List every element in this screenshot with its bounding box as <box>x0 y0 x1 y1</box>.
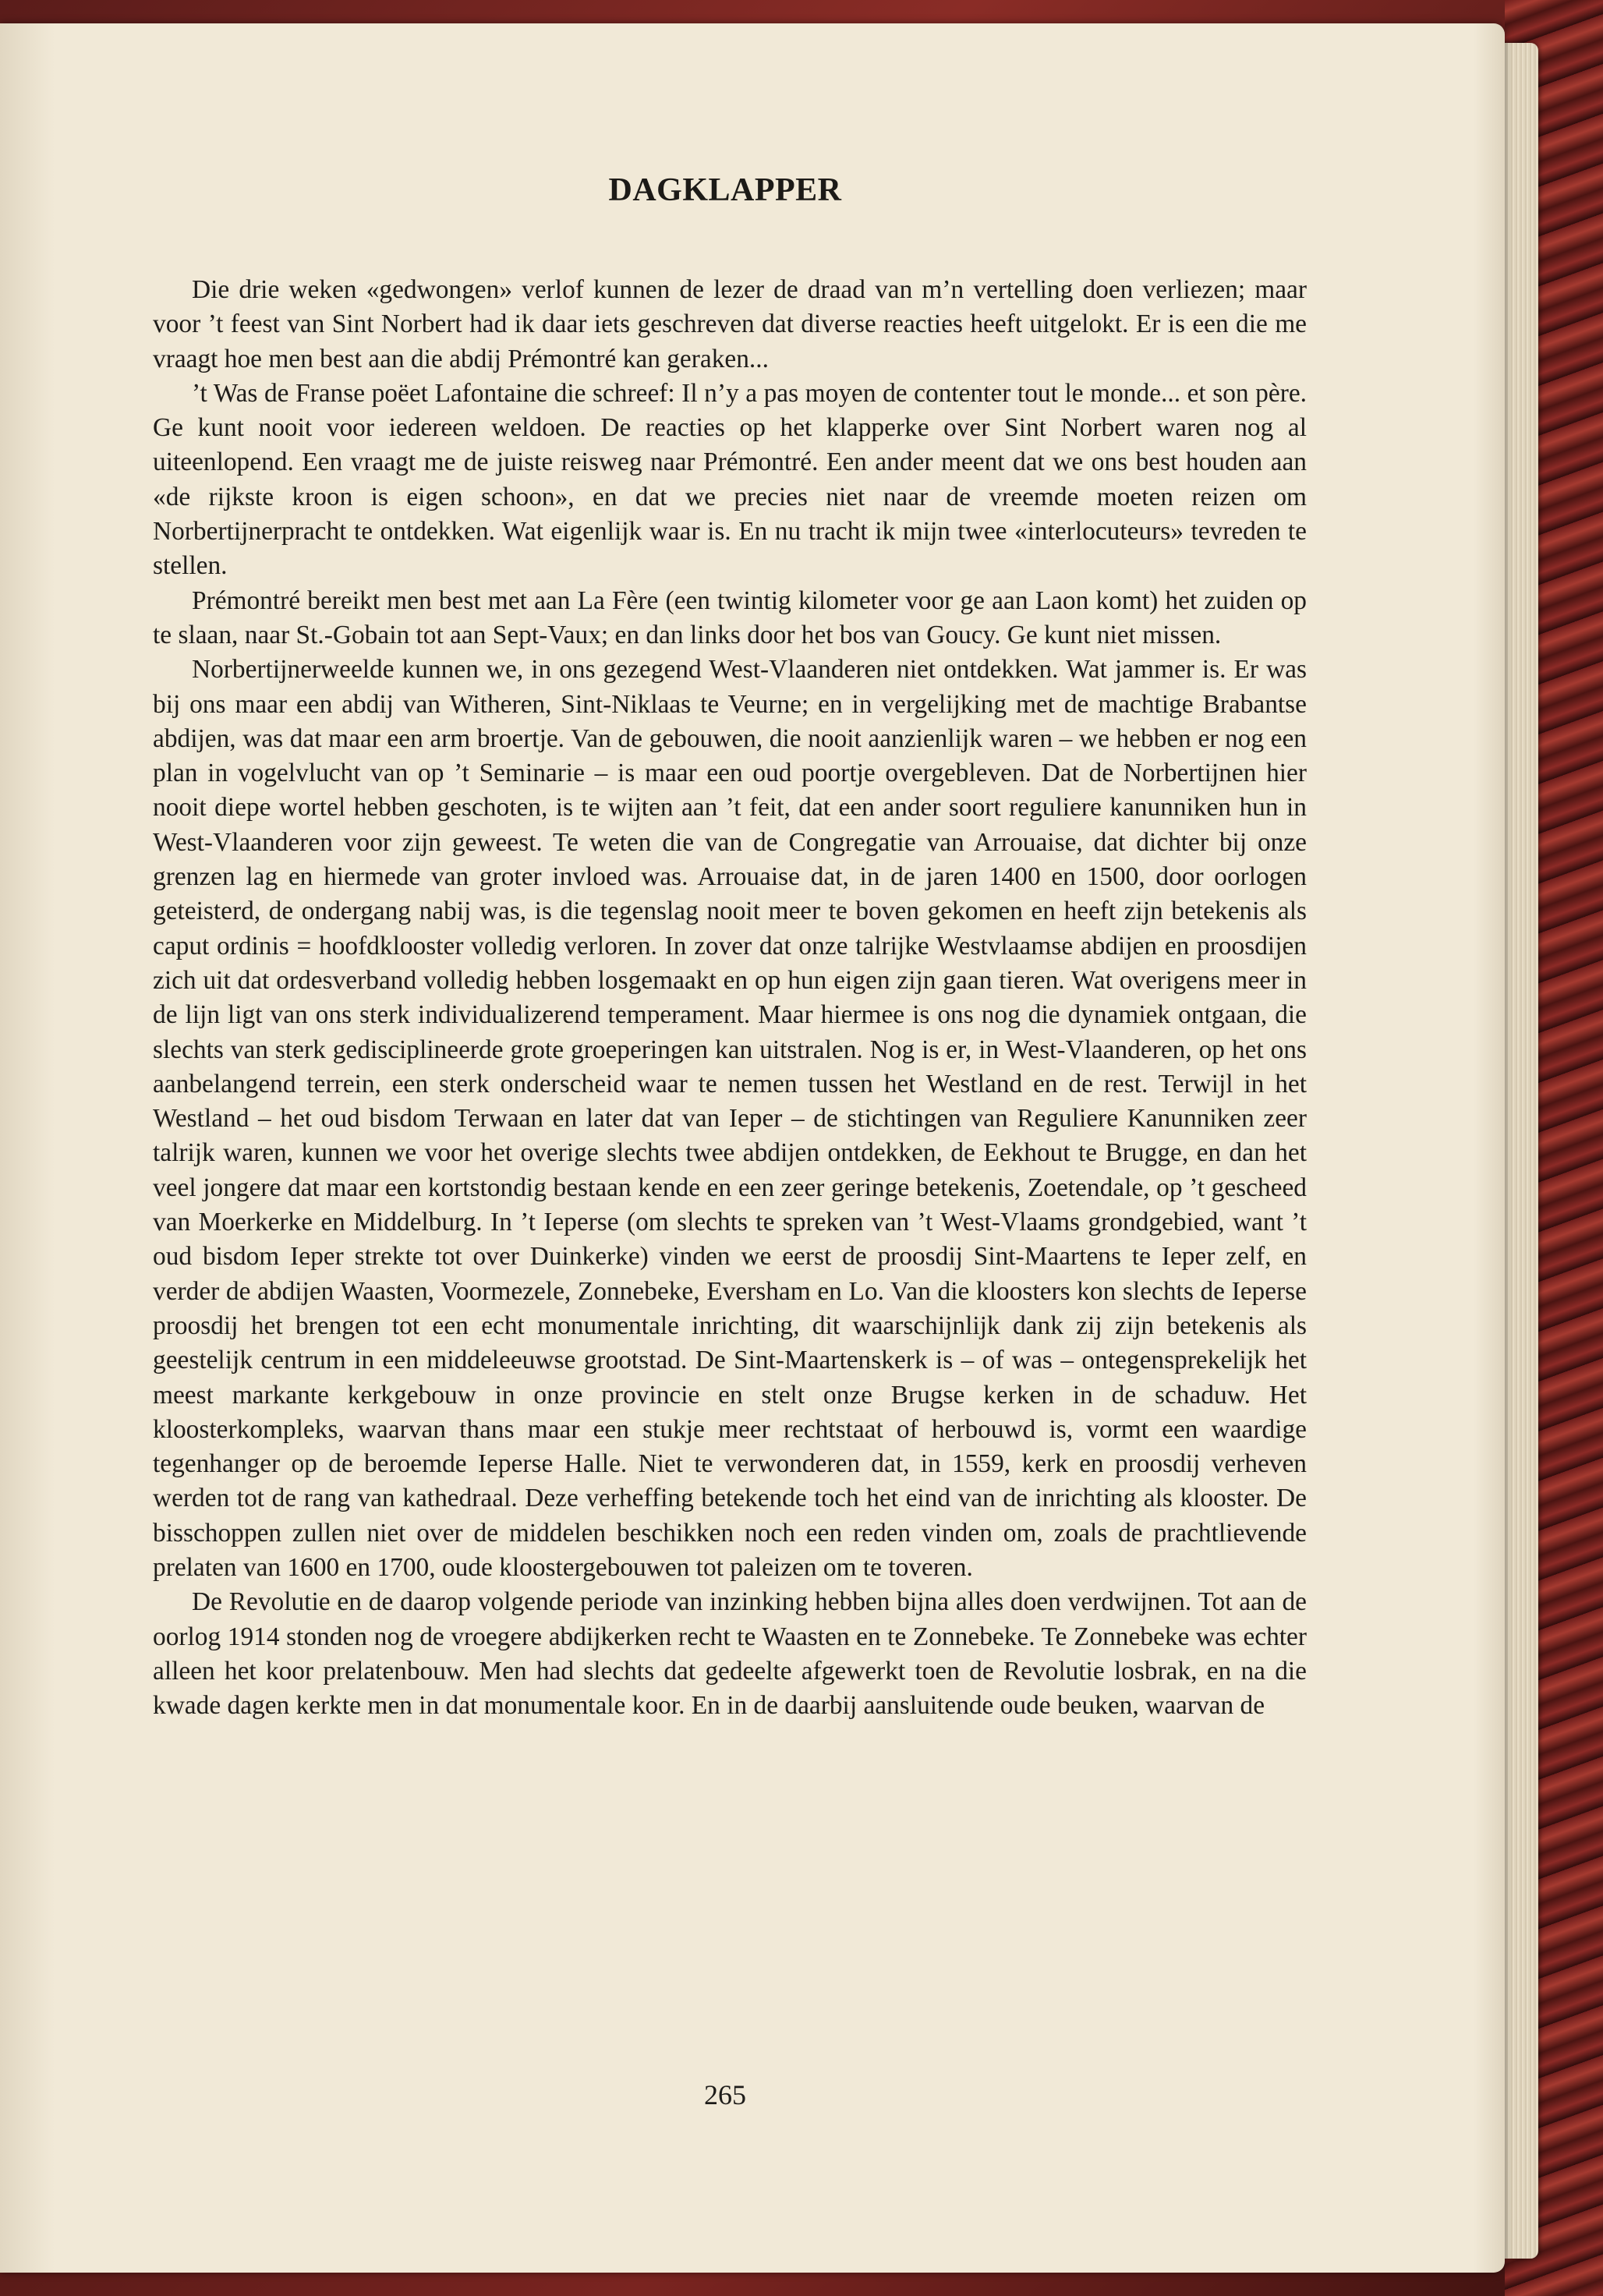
paragraph: Prémontré bereikt men best met aan La Fère (een twintig kilometer voor ge aan Laon komt) het zuiden op te slaan, naar St.-Gobain tot aan Sept-Vaux; en dan links door het bos van Goucy. Ge kunt niet missen. <box>153 585 1307 649</box>
body-text <box>153 273 1307 1723</box>
paragraph: ’t Was de Franse poëet Lafontaine die schreef: Il n’y a pas moyen de contenter tout le monde... et son père. Ge kunt nooit voor iedereen weldoen. De reacties op het klapperke over Sint Norbert waren nog al uiteenlopend. Een vraagt me de juiste reisweg naar Prémontré. Een ander meent dat we ons best houden aan «de rijkste kroon is eigen schoon», en dat we precies niet naar de vreemde moeten reizen om Norbertijnerpracht te ontdekken. Wat eigenlijk waar is. En nu tracht ik mijn twee «interlocuteurs» tevreden te stellen. <box>153 378 1307 581</box>
page-title: DAGKLAPPER <box>608 172 842 208</box>
page-number: 265 <box>704 2079 746 2110</box>
paragraph: Die drie weken «gedwongen» verlof kunnen de lezer de draad van m’n vertelling doen verliezen; maar voor ’t feest van Sint Norbert had ik daar iets geschreven dat diverse reacties heeft uitgelokt. Er is een die me vraagt hoe men best aan die abdij Prémontré kan geraken... <box>153 275 1307 373</box>
book-page <box>0 23 1505 2273</box>
paragraph: De Revolutie en de daarop volgende periode van inzinking hebben bijna alles doen verdwijnen. Tot aan de oorlog 1914 stonden nog de vroegere abdijkerken recht te Waasten en te Zonnebeke. Te Zonnebeke was echter alleen het koor prelatenbouw. Men had slechts dat gedeelte afgewerkt toen de Revolutie losbrak, en na die kwade dagen kerkte men in dat monumentale koor. En in de daarbij aansluitende oude beuken, waarvan de <box>153 1587 1307 1721</box>
paragraph: Norbertijnerweelde kunnen we, in ons gezegend West-Vlaanderen niet ontdekken. Wat jammer is. Er was bij ons maar een abdij van Witheren, Sint-Niklaas te Veurne; en in vergelijking met de machtige Brabantse abdijen, was dat maar een arm broertje. Van de gebouwen, die nooit aanzienlijk waren – we hebben er nog een plan in vogelvlucht van op ’t Seminarie – is maar een oud poortje overgebleven. Dat de Norbertijnen hier nooit diepe wortel hebben geschoten, is te wijten aan ’t feit, dat een ander soort reguliere kanunniken hun in West-Vlaanderen voor zijn geweest. Te weten die van de Congregatie van Arrouaise, dat dichter bij onze grenzen lag en hiermede van groter invloed was. Arrouaise dat, in de jaren 1400 en 1500, door oorlogen geteisterd, de ondergang nabij was, is die tegenslag nooit meer te boven gekomen en heeft zijn betekenis als caput ordinis = hoofdklooster volledig verloren. In zover dat onze talrijke Westvlaamse abdijen en proosdijen zich uit dat ordesverband volledig hebben losgemaakt en op hun eigen zijn gaan tieren. Wat overigens meer in de lijn ligt van ons sterk individualizerend temperament. Maar hiermee is ons nog die dynamiek ontgaan, die slechts van sterk gedisciplineerde grote groeperingen kan uitstralen. Nog is er, in West-Vlaanderen, op het ons aanbelangend terrein, een sterk onderscheid waar te nemen tussen het Westland en de rest. Terwijl in het Westland – het oud bisdom Terwaan en later dat van Ieper – de stichtingen van Reguliere Kanunniken zeer talrijk waren, kunnen we voor het overige slechts twee abdijen ontdekken, de Eekhout te Brugge, en dan het veel jongere dat maar een kortstondig bestaan kende en een zeer geringe betekenis, Zoetendale, op ’t gescheed van Moerkerke en Middelburg. In ’t Ieperse (om slechts te spreken van ’t West-Vlaams grondgebied, want ’t oud bisdom Ieper strekte tot over Duinkerke) vinden we eerst de proosdij Sint-Maartens te Ieper zelf, en verder de abdijen Waasten, Voormezele, Zonnebeke, Eversham en Lo. Van die kloosters kon slechts de Ieperse proosdij het brengen tot een echt monumentale inrichting, dit waarschijnlijk dank zij zijn betekenis als geestelijk centrum in een middeleeuwse grootstad. De Sint-Maartenskerk is – of was – ontegensprekelijk het meest markante kerkgebouw in onze provincie en stelt onze Brugse kerken in de schaduw. Het kloosterkompleks, waarvan thans maar een stukje meer rechtstaat of herbouwd is, vormt een waardige tegenhanger op de beroemde Ieperse Halle. Niet te verwonderen dat, in 1559, kerk en proosdij verheven werden tot de rang van kathedraal. Deze verheffing betekende toch het eind van de inrichting als klooster. De bisschoppen zullen niet over de middelen beschikken noch een reden vinden om, zoals de prachtlievende prelaten van 1600 en 1700, oude kloostergebouwen tot paleizen om te toveren. <box>153 655 1307 1582</box>
